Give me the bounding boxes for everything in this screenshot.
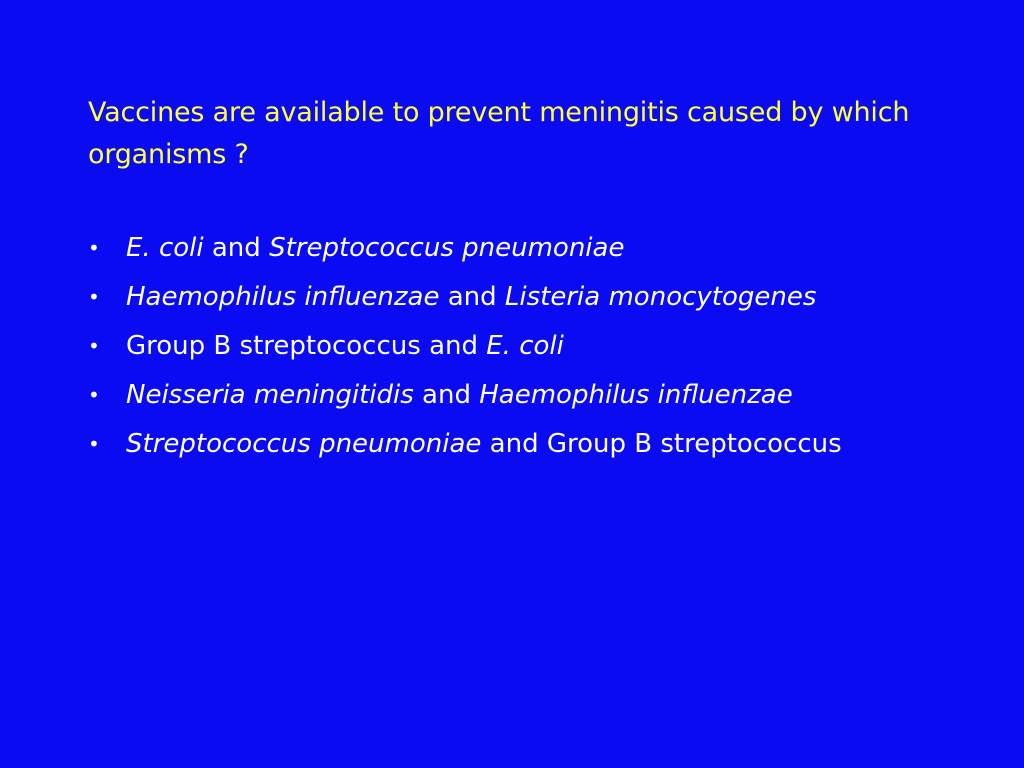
option-text-part: E. coli [126, 233, 204, 263]
answer-options-list [88, 228, 948, 473]
option-text-part: E. coli [486, 331, 564, 361]
option-text-part: Listeria monocytogenes [504, 282, 817, 312]
option-text-part: and [203, 233, 270, 263]
answer-option-3 [88, 326, 948, 366]
bullet-icon: • [88, 334, 100, 358]
bullet-icon: • [88, 285, 100, 309]
answer-option-1 [88, 228, 948, 268]
bullet-icon: • [88, 383, 100, 407]
option-text-part: Neisseria meningitidis [126, 380, 414, 410]
bullet-icon: • [88, 432, 100, 456]
question-text: Vaccines are available to prevent meningitis caused by which organisms ? [88, 97, 910, 170]
answer-option-4 [88, 375, 948, 415]
option-text-part: Haemophilus influenzae [479, 380, 793, 410]
option-text-part: and Group B streptococcus [481, 429, 842, 459]
bullet-icon: • [88, 236, 100, 260]
option-text-part: and [439, 282, 505, 312]
option-text-part: Streptococcus pneumoniae [269, 233, 625, 263]
answer-option-2 [88, 277, 948, 317]
option-text-part: Group B streptococcus and [126, 331, 487, 361]
option-text-part: Haemophilus influenzae [126, 282, 440, 312]
option-text-part: and [413, 380, 480, 410]
option-text-part: Streptococcus pneumoniae [126, 429, 482, 459]
answer-option-5 [88, 424, 948, 464]
